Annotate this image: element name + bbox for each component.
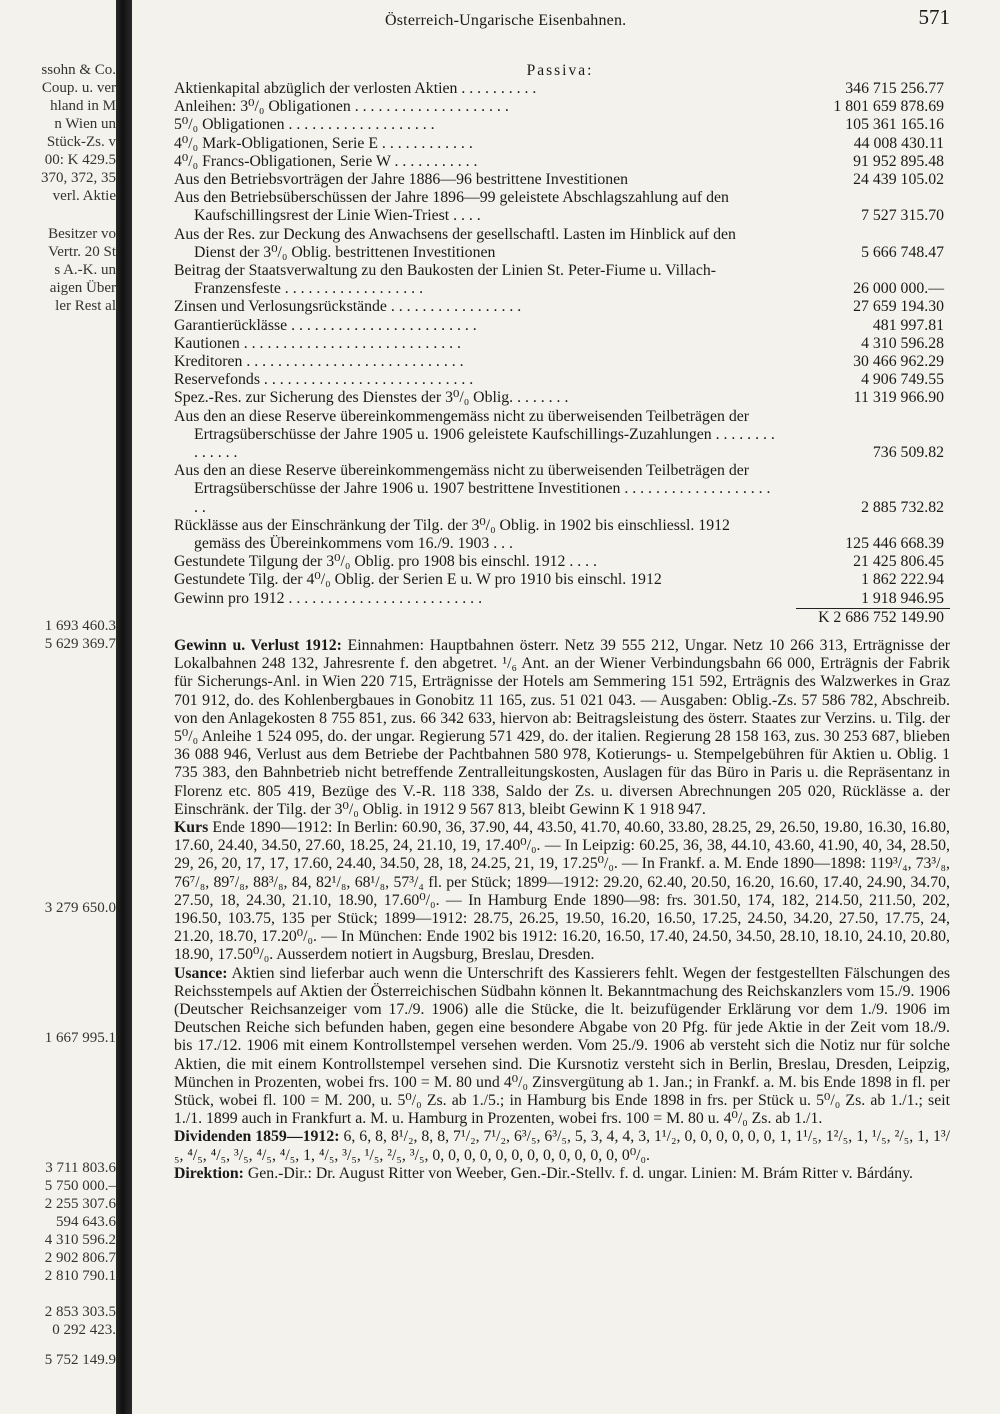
gutter-fragment: 5 750 000.– — [44, 1178, 116, 1194]
paragraph-keyword: Gewinn u. Verlust 1912: — [174, 637, 342, 654]
passiva-row — [174, 517, 950, 553]
passiva-row — [174, 116, 950, 134]
passiva-total-row — [796, 608, 950, 629]
gutter-fragment: 0 292 423. — [52, 1322, 116, 1338]
gutter-fragment: 2 810 790.1 — [44, 1268, 116, 1284]
gutter-fragment: ssohn & Co. — [41, 62, 116, 78]
passiva-amount: 1 862 222.94 — [861, 571, 944, 589]
body-paragraph — [174, 819, 950, 965]
passiva-row — [174, 98, 950, 116]
passiva-row — [174, 189, 950, 225]
paragraph-text: Aktien sind lieferbar auch wenn die Unterschrift des Kassierers fehlt. Wegen der festgestellten Fälschungen des Reichsstempels auf Aktien der Österreichischen Südbahn können lt. Bekanntmachung des Reichskanzlers vom 15./9. 1906 (Deutscher Reichsanzeiger vom 17./9. 1906) alle die Stücke, die lt. beizufügender Erklärung vor dem 1./9. 1906 im Deutschen Reiche sich befunden haben, gegen eine besondere Abgabe von 20 Pfg. für jede Aktie in der Zeit vom 18./9. bis 17./12. 1906 mit einem Kontrollstempel versehen werden. Vom 25./9. 1906 ab versteht sich die Notiz nur für solche Aktien, die mit einem Kontrollstempel versehen sind. Die Kursnotiz versteht sich in Berlin, Breslau, Dresden, Leipzig, München in Prozenten, wobei frs. 100 = M. 80 und 4⁰/₀ Zinsvergütung ab 1. Jan.; in Frankf. a. M. bis Ende 1898 in fl. per Stück, wobei fl. 100 = M. 200, u. 5⁰/₀ Zs. ab 1./5.; in Hamburg bis Ende 1898 in frs. per Stück u. 5⁰/₀ Zs. ab 1./1.; seit 1./1. 1899 auch in Frankfurt a. M. u. Hamburg in Prozenten, wobei frs. 100 = M. 80 u. 4⁰/₀ Zs. ab 1./1. — [174, 964, 950, 1128]
passiva-label: 4⁰/₀ Francs-Obligationen, Serie W . . . . . . . . . . . — [174, 152, 478, 170]
gutter-fragment: 5 752 149.9 — [44, 1352, 116, 1368]
gutter-fragment: hland in M — [50, 98, 116, 114]
passiva-row — [174, 262, 950, 298]
passiva-label: Aus den Betriebsüberschüssen der Jahre 1896—99 geleistete Abschlagszahlung auf den Kaufschillingsrest der Linie Wien-Triest . . . . — [174, 189, 729, 225]
passiva-label: Aktienkapital abzüglich der verlosten Aktien . . . . . . . . . . — [174, 80, 537, 97]
paragraph-text: Gen.-Dir.: Dr. August Ritter von Weeber, Gen.-Dir.-Stellv. f. d. ungar. Linien: M. Brám Ritter v. Bárdány. — [243, 1164, 913, 1182]
gutter-fragment: ler Rest al — [55, 298, 116, 314]
passiva-amount: 24 439 105.02 — [853, 171, 944, 189]
passiva-row — [174, 553, 950, 571]
passiva-amount: 4 310 596.28 — [861, 334, 944, 352]
passiva-label: Rücklässe aus der Einschränkung der Tilg. der 3⁰/₀ Oblig. in 1902 bis einschliessl. 1912 gemäss des Übereinkommens vom 16./9. 1903 . . . — [174, 516, 730, 553]
passiva-amount: 11 319 966.90 — [853, 389, 944, 407]
paragraph-text: Ende 1890—1912: In Berlin: 60.90, 36, 37.90, 44, 43.50, 41.70, 40.60, 33.80, 28.25, 29, 26.50, 19.80, 16.30, 16.80, 17.60, 24.40, 34.50, 27.60, 18.25, 24, 21.10, 19, 17.40⁰/₀. — In Leipzig: 60.25, 36, 38, 44.10, 43.60, 41.90, 40, 34, 28.50, 29, 26, 20, 17, 17, 17.60, 24.40, 34.50, 28, 18, 24.25, 21, 19, 17.25⁰/₀. — In Frankf. a. M. Ende 1890—1898: 119³/₄, 73³/₈, 76⁷/₈, 89⁷/₈, 88³/₈, 84, 82¹/₈, 68¹/₈, 57³/₄ fl. per Stück; 1899—1912: 29.20, 62.40, 20.50, 16.20, 16.60, 17.40, 24.90, 34.70, 27.50, 18, 24.30, 21.10, 18.90, 17.60⁰/₀. — In Hamburg Ende 1890—98: frs. 301.50, 174, 182, 214.50, 211.50, 202, 196.50, 103.75, 135 per Stück; 1899—1912: 28.75, 26.25, 19.50, 16.20, 16.50, 17.25, 24.50, 34.20, 27.50, 17.75, 24, 21.20, 18.70, 17.20⁰/₀. — In München: Ende 1902 bis 1912: 16.20, 16.50, 17.40, 24.50, 34.50, 28.10, 18.10, 24.10, 20.80, 18.90, 17.50⁰/₀. Ausserdem notiert in Augsburg, Breslau, Dresden. — [174, 819, 950, 964]
passiva-label: Kautionen . . . . . . . . . . . . . . . . . . . . . . . . . . . . — [174, 334, 461, 352]
gutter-fragment: Coup. u. ver — [41, 80, 116, 96]
passiva-label: Aus den an diese Reserve übereinkommengemäss nicht zu überweisenden Teilbeträgen der Ertragsüberschüsse der Jahre 1906 u. 1907 bestrittene Investitionen . . . . . . . . . . . . . . . . . . . . . — [174, 462, 771, 516]
passiva-row — [174, 462, 950, 517]
paragraph-text: 6, 6, 8, 8¹/₂, 8, 8, 7¹/₂, 7¹/₂, 6³/₅, 6³/₅, 5, 3, 4, 4, 3, 1¹/₂, 0, 0, 0, 0, 0, 0, 1, 1¹/₅, 1²/₅, 1, ¹/₅, ²/₅, 1, 1³/₅, ⁴/₅, ⁴/₅, ³/₅, ⁴/₅, ⁴/₅, 1, ⁴/₅, ³/₅, ¹/₅, ²/₅, ³/₅, 0, 0, 0, 0, 0, 0, 0, 0, 0, 0, 0, 0, 0⁰/₀. — [174, 1128, 950, 1164]
passiva-label: Gestundete Tilg. der 4⁰/₀ Oblig. der Serien E u. W pro 1910 bis einschl. 1912 — [174, 571, 662, 589]
passiva-amount: 346 715 256.77 — [845, 80, 944, 97]
paragraph-keyword: Kurs — [174, 819, 209, 837]
document-page — [170, 0, 960, 1414]
passiva-label: Zinsen und Verlosungsrückstände . . . . . . . . . . . . . . . . . — [174, 298, 522, 316]
book-spine — [116, 0, 132, 1414]
gutter-fragment: verl. Aktie — [52, 188, 116, 204]
passiva-amount: 5 666 748.47 — [861, 243, 944, 261]
body-paragraph — [174, 637, 950, 819]
passiva-label: Garantierücklässe . . . . . . . . . . . . . . . . . . . . . . . . — [174, 316, 477, 334]
passiva-amount: 736 509.82 — [872, 444, 944, 462]
left-page-fragment — [0, 0, 120, 1414]
passiva-amount: 2 885 732.82 — [861, 498, 944, 516]
page-header — [170, 5, 950, 34]
gutter-fragment: 00: K 429.5 — [44, 152, 116, 168]
passiva-amount: 27 659 194.30 — [853, 298, 944, 316]
page-number: 571 — [918, 5, 950, 29]
passiva-label: Aus der Res. zur Deckung des Anwachsens der gesellschaftl. Lasten im Hinblick auf den Dienst der 3⁰/₀ Oblig. bestrittenen Investitionen — [174, 225, 736, 261]
gutter-fragment: 4 310 596.2 — [44, 1232, 116, 1248]
body-paragraph — [174, 1165, 950, 1183]
passiva-label: Beitrag der Staatsverwaltung zu den Baukosten der Linien St. Peter-Fiume u. Villach-Franzensfeste . . . . . . . . . . . . . . . . . . — [174, 262, 716, 298]
body-paragraph — [174, 1128, 950, 1164]
gutter-fragment: Stück-Zs. v — [46, 134, 116, 150]
gutter-fragment: n Wien un — [54, 116, 116, 132]
passiva-row — [174, 80, 950, 98]
passiva-amount: 21 425 806.45 — [853, 553, 944, 571]
gutter-fragment: 2 902 806.7 — [44, 1250, 116, 1266]
passiva-label: Reservefonds . . . . . . . . . . . . . . . . . . . . . . . . . . . — [174, 371, 474, 389]
passiva-amount: 105 361 165.16 — [845, 116, 944, 134]
gutter-fragment: 1 693 460.3 — [44, 618, 116, 634]
passiva-label: 4⁰/₀ Mark-Obligationen, Serie E . . . . . . . . . . . . — [174, 134, 473, 152]
gutter-fragment: 3 711 803.6 — [45, 1160, 116, 1176]
passiva-label: Kreditoren . . . . . . . . . . . . . . . . . . . . . . . . . . . . — [174, 353, 464, 371]
gutter-fragment: 3 279 650.0 — [44, 900, 116, 916]
passiva-row — [174, 408, 950, 463]
passiva-row — [174, 353, 950, 371]
passiva-row — [174, 171, 950, 189]
passiva-label: Gestundete Tilgung der 3⁰/₀ Oblig. pro 1908 bis einschl. 1912 . . . . — [174, 553, 597, 571]
passiva-row — [174, 389, 950, 407]
gutter-fragment: aigen Über — [49, 280, 116, 296]
passiva-row — [174, 335, 950, 353]
passiva-amount: 481 997.81 — [872, 316, 944, 334]
gutter-fragment: 1 667 995.1 — [44, 1030, 116, 1046]
passiva-label: Spez.-Res. zur Sicherung des Dienstes der 3⁰/₀ Oblig. . . . . . . . — [174, 389, 569, 407]
passiva-amount: 26 000 000.— — [853, 280, 944, 298]
passiva-row — [174, 590, 950, 608]
passiva-amount: 125 446 668.39 — [845, 535, 944, 553]
gutter-fragment: 370, 372, 35 — [41, 170, 116, 186]
paragraph-keyword: Dividenden 1859—1912: — [174, 1128, 340, 1146]
gutter-fragment: 2 853 303.5 — [44, 1304, 116, 1320]
passiva-amount: 1 801 659 878.69 — [833, 98, 944, 116]
passiva-row — [174, 135, 950, 153]
passiva-label: Anleihen: 3⁰/₀ Obligationen . . . . . . . . . . . . . . . . . . . . — [174, 98, 509, 116]
running-title: Österreich-Ungarische Eisenbahnen. — [385, 12, 627, 29]
passiva-amount: 44 008 430.11 — [853, 134, 944, 152]
gutter-fragment: Besitzer vo — [48, 226, 116, 242]
body-paragraph — [174, 965, 950, 1129]
passiva-total: K 2 686 752 149.90 — [818, 608, 944, 626]
passiva-amount: 91 952 895.48 — [853, 152, 944, 170]
passiva-label: Aus den an diese Reserve übereinkommengemäss nicht zu überweisenden Teilbeträgen der Ertragsüberschüsse der Jahre 1905 u. 1906 geleistete Kaufschillings-Zuzahlungen . . . . . . . . . . . . . . — [174, 407, 775, 462]
report-body — [174, 637, 950, 1183]
passiva-heading: Passiva: — [526, 62, 594, 79]
passiva-row — [174, 571, 950, 589]
passiva-table — [174, 80, 950, 629]
passiva-row — [174, 317, 950, 335]
gutter-fragment: s A.-K. un — [54, 262, 116, 278]
passiva-label: Aus den Betriebsvorträgen der Jahre 1886—96 bestrittene Investitionen — [174, 171, 629, 189]
gutter-fragment: 2 255 307.6 — [44, 1196, 116, 1212]
passiva-row — [174, 298, 950, 316]
paragraph-keyword: Direktion: — [174, 1164, 244, 1182]
passiva-amount: 1 918 946.95 — [861, 589, 944, 607]
gutter-fragment: Vertr. 20 St — [48, 244, 116, 260]
passiva-label: 5⁰/₀ Obligationen . . . . . . . . . . . . . . . . . . . — [174, 116, 435, 134]
passiva-row — [174, 153, 950, 171]
passiva-amount: 7 527 315.70 — [861, 207, 944, 225]
passiva-row — [174, 226, 950, 262]
passiva-amount: 4 906 749.55 — [861, 371, 944, 389]
paragraph-text: Einnahmen: Hauptbahnen österr. Netz 39 555 212, Ungar. Netz 10 266 313, Erträgnisse der Lokalbahnen 248 132, Jahresrente f. den abgetret. ¹/₆ Ant. an der Wiener Verbindungsbahn 66 000, Erträgnis der Fabrik für Sicherungs-Anl. in Wien 220 715, Erträgnisse der Hotels am Semmering 151 592, Erträgnis des Walzwerkes in Graz 701 912, do. des Kohlenbergbaues in Gonobitz 11 165, zus. 51 021 043. — Ausgaben: Oblig.-Zs. 57 586 782, Abschreib. von den Anlagekosten 8 755 851, zus. 66 342 633, hiervon ab: Beitragsleistung des österr. Staates zur Verzins. u. Tilg. der 5⁰/₀ Anleihe 1 524 095, do. der ungar. Regierung 571 429, do. der italien. Regierung 28 158 163, zus. 30 253 687, blieben 36 088 946, Verlust aus dem Betriebe der Pachtbahnen 580 978, Kotierungs- u. Stempelgebühren für Aktien u. Oblig. 1 735 383, den Bahnbetrieb nicht betreffende Zentralleitungskosten, Auslagen für das Büro in Paris u. die Repräsentanz in Florenz etc. 805 419, Bezüge des V.-R. 118 338, Saldo der Zs. u. diversen Abrechnungen 205 020, Rücklässe a. der Einschränk. der Tilg. der 3⁰/₀ Oblig. in 1912 9 567 813, bleibt Gewinn K 1 918 947. — [174, 637, 950, 818]
passiva-amount: 30 466 962.29 — [853, 353, 944, 371]
passiva-label: Gewinn pro 1912 . . . . . . . . . . . . . . . . . . . . . . . . . — [174, 589, 483, 607]
paragraph-keyword: Usance: — [174, 964, 228, 982]
passiva-row — [174, 371, 950, 389]
gutter-fragment: 594 643.6 — [56, 1214, 116, 1230]
gutter-fragment: 5 629 369.7 — [44, 636, 116, 652]
